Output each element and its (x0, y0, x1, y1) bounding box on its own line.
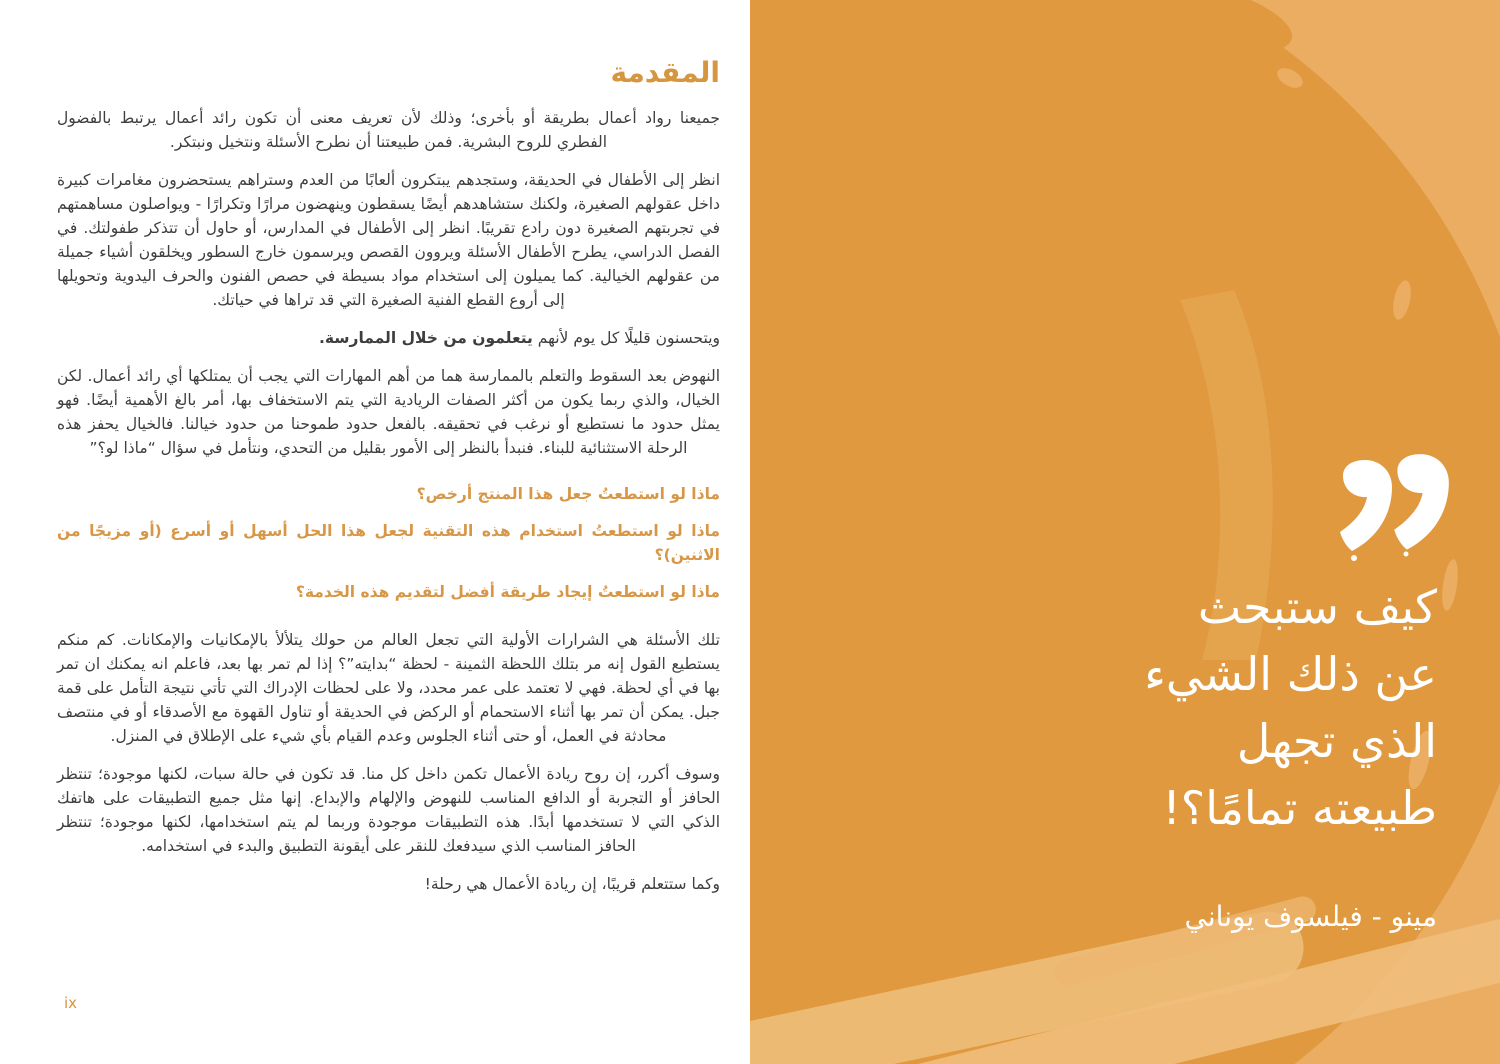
quote-attribution: مينو - فيلسوف يوناني (1184, 900, 1437, 933)
question-2: ماذا لو استطعتُ استخدام هذه التقنية لجعل هذا الحل أسهل أو أسرع (أو مزيجًا من الاثنين)؟ (57, 522, 720, 564)
page-number: ix (64, 994, 78, 1012)
practice-line-prefix: ويتحسنون قليلًا كل يوم لأنهم (532, 329, 720, 347)
practice-line (57, 326, 720, 350)
paragraph-2: انظر إلى الأطفال في الحديقة، وستجدهم يبتكرون ألعابًا من العدم وستراهم يستحضرون مغامرات كبيرة داخل عقولهم الصغيرة، ولكنك ستشاهدهم أيضًا يسقطون وينهضون مرارًا وتكرارًا - ويواصلون مساهمتهم في تجربتهم الصغيرة دون رادع تقريبًا. انظر إلى الأطفال في المدارس، أو حاول أن تتذكر طفولتك. في الفصل الدراسي، يطرح الأطفال الأسئلة ويروون القصص ويرسمون خارج السطور ويخلقون أشياء جميلة من عقولهم الخيالية. كما يميلون إلى استخدام مواد بسيطة في حصص الفنون والحرف اليدوية وتحويلها إلى أروع القطع الفنية الصغيرة التي قد تراها في حياتك. (57, 171, 720, 309)
question-1: ماذا لو استطعتُ جعل هذا المنتج أرخص؟ (416, 485, 720, 503)
paragraph-3: النهوض بعد السقوط والتعلم بالممارسة هما من أهم المهارات التي يجب أن يمتلكها أي رائد أعمال. لكن الخيال، والذي ربما يكون من أكثر الصفات الريادية التي يتم الاستخفاف بها، أمر بالغ الأهمية أيضًا. فهو يمثل حدود ما نستطيع أو نرغب في تحقيقه. بالفعل حدود طموحنا من حدود خيالنا. فالخيال يحفز هذه الرحلة الاستثنائية للبناء. فنبدأ بالنظر إلى الأمور بقليل من التحدي، ونتأمل في سؤال “ماذا لو؟” (57, 367, 720, 457)
question-3: ماذا لو استطعتُ إيجاد طريقة أفضل لتقديم هذه الخدمة؟ (295, 583, 720, 601)
paragraph-5: وسوف أكرر، إن روح ريادة الأعمال تكمن داخل كل منا. قد تكون في حالة سبات، لكنها موجودة؛ تنتظر الحافز أو التجربة أو الدافع المناسب للنهوض والإلهام والإبداع. إنها مثل جميع التطبيقات على هاتفك الذكي التي لا تستخدمها أبدًا. هذه التطبيقات موجودة وربما لم يتم استخدامها، لكنها موجودة؛ تنتظر الحافز المناسب الذي سيدفعك للنقر على أيقونة التطبيق والبدء في استخدامه. (57, 765, 720, 855)
paragraph-1: جميعنا رواد أعمال بطريقة أو بأخرى؛ وذلك لأن تعريف معنى أن تكون رائد أعمال يرتبط بالفضول الفطري للروح البشرية. فمن طبيعتنا أن نطرح الأسئلة ونتخيل ونبتكر. (57, 109, 720, 151)
quote-line-2: عن ذلك الشيء (1144, 647, 1437, 701)
quote-text (1144, 574, 1437, 842)
practice-line-bold: يتعلمون من خلال الممارسة. (318, 329, 533, 347)
page-title: المقدمة (610, 56, 720, 89)
quote-panel (750, 0, 1500, 1064)
quote-line-1: كيف ستبحث (1197, 580, 1437, 634)
intro-text-page (57, 56, 720, 910)
closing-line: وكما ستتعلم قريبًا، إن ريادة الأعمال هي رحلة! (424, 875, 720, 893)
paragraph-4: تلك الأسئلة هي الشرارات الأولية التي تجعل العالم من حولك يتلألأ بالإمكانيات والإمكانات. كم منكم يستطيع القول إنه مر بتلك اللحظة الثمينة - لحظة “بدايته”؟ إذا لم تمر بها بعد، فاعلم انه يمكنك ان تمر بها في أي لحظة. فهي لا تعتمد على عمر محدد، ولا على لحظات الإدراك التي تأتي نتيجة التأمل على قمة جبل. يمكن أن تمر بها أثناء الاستحمام أو الركض في الحديقة أو تناول القهوة مع الأصدقاء أو في منتصف محادثة في العمل، أو حتى أثناء الجلوس وعدم القيام بأي شيء على الإطلاق في المنزل. (57, 631, 720, 745)
quote-line-4: طبيعته تمامًا؟! (1162, 781, 1437, 835)
quote-line-3: الذي تجهل (1236, 714, 1437, 768)
